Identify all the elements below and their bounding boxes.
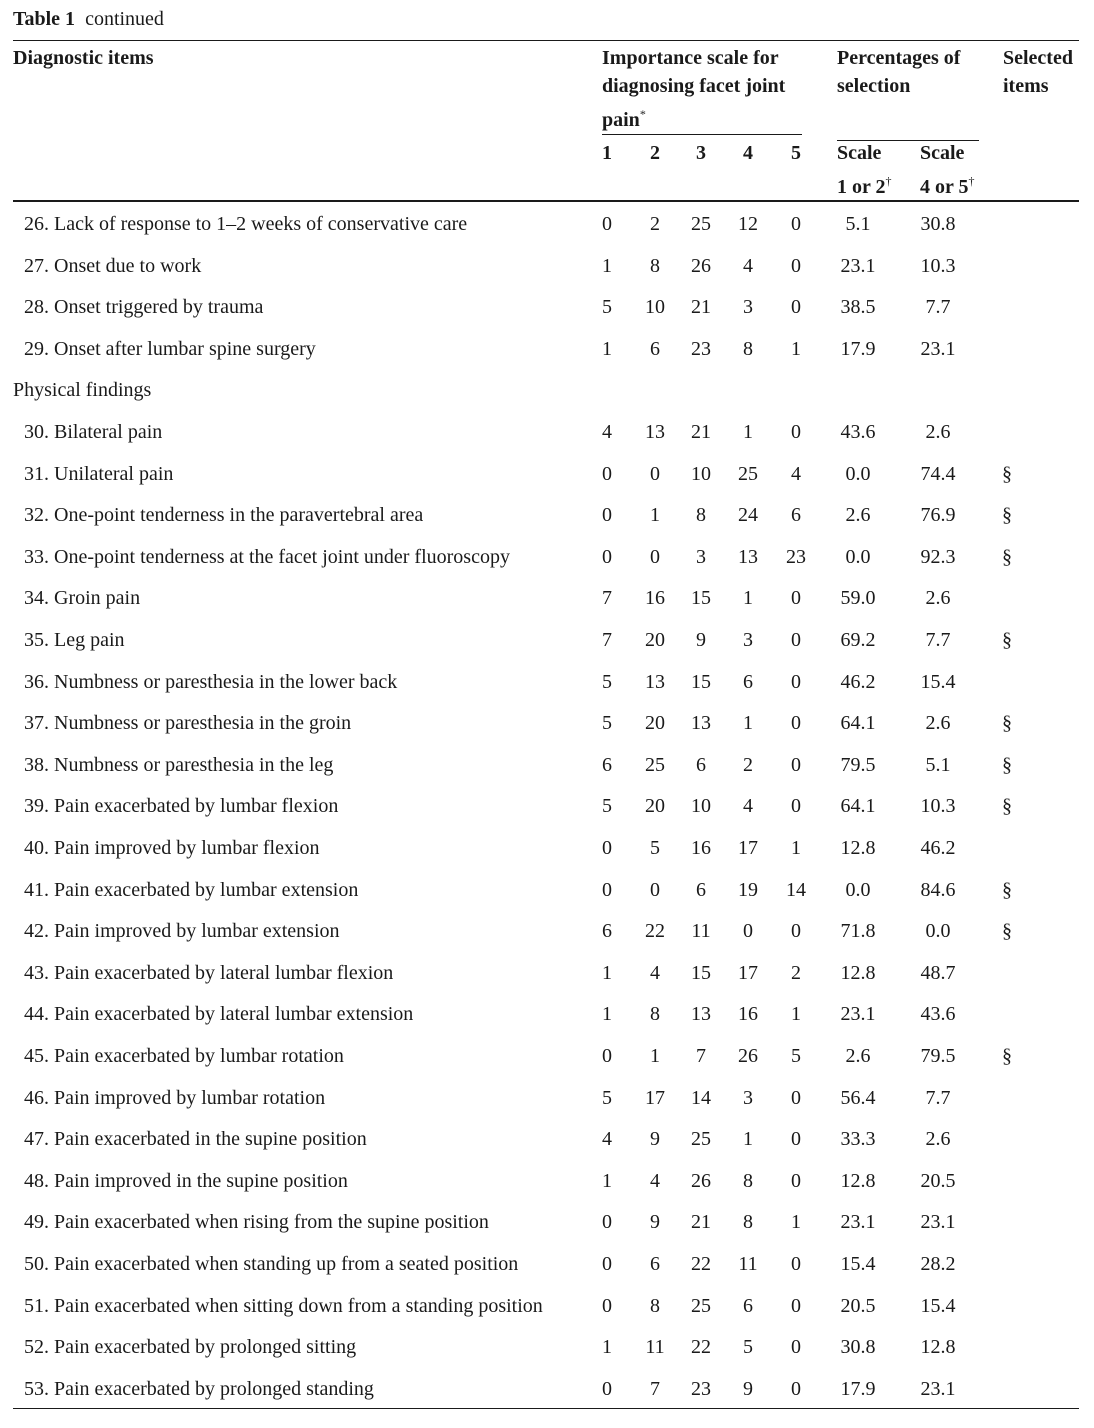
- table-row: [0, 286, 1094, 328]
- percent-scale-1-or-2: 79.5: [840, 753, 876, 776]
- scale-3-count: 25: [691, 1128, 711, 1151]
- scale-5-count: 0: [791, 1128, 801, 1151]
- table-row: [0, 1285, 1094, 1327]
- scale-3-count: 9: [696, 629, 706, 651]
- scale-4-count: 9: [743, 1377, 753, 1400]
- scale-2-count: 22: [645, 920, 665, 943]
- header-scale45-line2: 4 or 5: [920, 176, 969, 198]
- scale-3-count: 21: [691, 1211, 711, 1234]
- header-scale12-dagger: †: [885, 174, 892, 188]
- scale-1-count: 0: [602, 1045, 612, 1067]
- diagnostic-item: 26. Lack of response to 1–2 weeks of conservative care: [24, 213, 468, 235]
- scale-4-count: 26: [738, 1045, 758, 1067]
- diagnostic-item: 27. Onset due to work: [24, 254, 202, 277]
- scale-1-count: 0: [602, 213, 612, 235]
- diagnostic-item: 51. Pain exacerbated when sitting down from a standing position: [24, 1294, 543, 1317]
- diagnostic-item: 48. Pain improved in the supine position: [24, 1169, 348, 1192]
- diagnostic-item: 41. Pain exacerbated by lumbar extension: [24, 878, 359, 901]
- section-heading: Physical findings: [13, 379, 152, 402]
- scale-5-count: 0: [791, 421, 801, 443]
- scale-5-count: 1: [791, 1211, 801, 1234]
- table-row: [0, 869, 1094, 911]
- diagnostic-item: 31. Unilateral pain: [24, 462, 174, 485]
- percent-scale-1-or-2: 2.6: [845, 1045, 871, 1067]
- diagnostic-item: 32. One-point tenderness in the paravertebral area: [24, 504, 424, 527]
- scale-3-count: 25: [691, 1294, 711, 1317]
- scale-2-count: 5: [650, 837, 660, 859]
- header-selected-line1: Selected: [1003, 47, 1073, 69]
- header-scale45-dagger: †: [968, 174, 975, 188]
- selected-mark: §: [1002, 920, 1012, 943]
- percent-scale-4-or-5: 15.4: [920, 670, 956, 693]
- scale-2-count: 13: [645, 670, 665, 693]
- scale-3-count: 21: [691, 296, 711, 319]
- scale-5-count: 1: [791, 837, 801, 859]
- header-scale45-line1: Scale: [920, 142, 965, 164]
- scale-4-count: 25: [738, 462, 758, 485]
- percent-scale-1-or-2: 23.1: [840, 1003, 876, 1026]
- table-row: [0, 1118, 1094, 1160]
- scale-4-count: 0: [743, 920, 753, 943]
- diagnostic-item: 46. Pain improved by lumbar rotation: [24, 1086, 326, 1109]
- scale-1-count: 0: [602, 1294, 612, 1317]
- scale-1-count: 0: [602, 1211, 612, 1234]
- table-row: [0, 993, 1094, 1035]
- table-row: [0, 661, 1094, 703]
- percent-scale-1-or-2: 64.1: [840, 795, 876, 818]
- percent-scale-4-or-5: 2.6: [925, 587, 951, 610]
- percent-scale-4-or-5: 2.6: [925, 1128, 951, 1151]
- scale-4-count: 8: [743, 1169, 753, 1192]
- header-scale12-line2: 1 or 2: [837, 176, 886, 198]
- scale-5-count: 1: [791, 1003, 801, 1026]
- selected-mark: §: [1002, 753, 1012, 776]
- scale-3-count: 8: [696, 504, 706, 527]
- header-scale45-line2-wrap: [920, 167, 975, 201]
- scale-4-count: 2: [743, 753, 753, 776]
- scale-2-count: 17: [645, 1086, 665, 1109]
- selected-mark: §: [1002, 629, 1012, 651]
- scale-5-count: 0: [791, 1377, 801, 1400]
- scale-5-count: 4: [791, 462, 801, 485]
- percent-scale-4-or-5: 76.9: [920, 504, 956, 527]
- percent-scale-1-or-2: 17.9: [840, 337, 876, 360]
- header-scale12-line1: Scale: [837, 142, 882, 164]
- scale-number-5: 5: [791, 142, 801, 164]
- scale-3-count: 26: [691, 254, 711, 277]
- percent-scale-4-or-5: 23.1: [920, 1377, 956, 1400]
- scale-5-count: 0: [791, 753, 801, 776]
- scale-3-count: 23: [691, 337, 711, 360]
- scale-5-count: 14: [786, 878, 806, 901]
- scale-3-count: 26: [691, 1169, 711, 1192]
- scale-5-count: 0: [791, 1294, 801, 1317]
- scale-4-count: 6: [743, 1294, 753, 1317]
- scale-1-count: 0: [602, 878, 612, 901]
- percent-scale-1-or-2: 38.5: [840, 296, 876, 319]
- scale-5-count: 6: [791, 504, 801, 527]
- scale-1-count: 1: [602, 337, 612, 360]
- scale-3-count: 22: [691, 1253, 711, 1275]
- scale-2-count: 9: [650, 1128, 660, 1151]
- scale-5-count: 1: [791, 337, 801, 360]
- scale-1-count: 6: [602, 920, 612, 943]
- scale-2-count: 10: [645, 296, 665, 319]
- scale-3-count: 6: [696, 753, 706, 776]
- scale-2-count: 4: [650, 961, 660, 984]
- scale-3-count: 11: [691, 920, 711, 943]
- diagnostic-item: 40. Pain improved by lumbar flexion: [24, 837, 320, 859]
- percent-scale-1-or-2: 12.8: [840, 1169, 876, 1192]
- scale-4-count: 8: [743, 337, 753, 360]
- selected-mark: §: [1002, 878, 1012, 901]
- diagnostic-item: 44. Pain exacerbated by lateral lumbar extension: [24, 1003, 414, 1026]
- selected-mark: §: [1002, 1045, 1012, 1067]
- percent-scale-4-or-5: 20.5: [920, 1169, 956, 1192]
- scale-5-count: 0: [791, 920, 801, 943]
- percent-scale-1-or-2: 64.1: [840, 712, 876, 735]
- scale-4-count: 6: [743, 670, 753, 693]
- table-row: [0, 785, 1094, 827]
- diagnostic-item: 49. Pain exacerbated when rising from the supine position: [24, 1211, 489, 1234]
- scale-5-count: 0: [791, 1169, 801, 1192]
- table-row: [0, 1035, 1094, 1077]
- table-row: [0, 411, 1094, 453]
- scale-2-count: 0: [650, 878, 660, 901]
- percent-scale-1-or-2: 12.8: [840, 837, 876, 859]
- scale-3-count: 6: [696, 878, 706, 901]
- header-selected-line2: items: [1003, 75, 1049, 97]
- percent-scale-1-or-2: 15.4: [840, 1253, 876, 1275]
- scale-1-count: 4: [602, 421, 612, 443]
- diagnostic-item: 39. Pain exacerbated by lumbar flexion: [24, 795, 339, 818]
- percent-scale-1-or-2: 12.8: [840, 961, 876, 984]
- scale-5-count: 0: [791, 1253, 801, 1275]
- scale-4-count: 1: [743, 1128, 753, 1151]
- scale-1-count: 1: [602, 254, 612, 277]
- scale-1-count: 0: [602, 1253, 612, 1275]
- percent-scale-4-or-5: 0.0: [925, 920, 951, 943]
- importance-subheader-rule: [602, 134, 802, 135]
- selected-mark: §: [1002, 795, 1012, 818]
- header-scale-1-or-2: [837, 139, 892, 201]
- table-row: [0, 453, 1094, 495]
- percent-scale-1-or-2: 23.1: [840, 254, 876, 277]
- diagnostic-item: 45. Pain exacerbated by lumbar rotation: [24, 1045, 344, 1067]
- table-row: [0, 1368, 1094, 1410]
- scale-2-count: 9: [650, 1211, 660, 1234]
- selected-mark: §: [1002, 504, 1012, 527]
- scale-5-count: 0: [791, 254, 801, 277]
- diagnostic-item: 35. Leg pain: [24, 629, 125, 651]
- percent-scale-4-or-5: 92.3: [920, 545, 956, 568]
- scale-2-count: 6: [650, 1253, 660, 1275]
- scale-3-count: 7: [696, 1045, 706, 1067]
- scale-4-count: 1: [743, 712, 753, 735]
- scale-2-count: 8: [650, 1294, 660, 1317]
- header-importance-line3-text: pain: [602, 109, 640, 131]
- percent-scale-1-or-2: 30.8: [840, 1336, 876, 1359]
- scale-5-count: 0: [791, 795, 801, 818]
- diagnostic-item: 29. Onset after lumbar spine surgery: [24, 337, 316, 360]
- percent-scale-1-or-2: 71.8: [840, 920, 876, 943]
- selected-mark: §: [1002, 712, 1012, 735]
- diagnostic-item: 37. Numbness or paresthesia in the groin: [24, 712, 352, 735]
- scale-2-count: 16: [645, 587, 665, 610]
- scale-1-count: 4: [602, 1128, 612, 1151]
- percent-scale-4-or-5: 2.6: [925, 712, 951, 735]
- header-importance-line1: Importance scale for: [602, 47, 779, 69]
- scale-3-count: 15: [691, 961, 711, 984]
- table-row: [0, 494, 1094, 536]
- scale-2-count: 7: [650, 1377, 660, 1400]
- header-diagnostic-items: Diagnostic items: [13, 47, 154, 69]
- scale-1-count: 5: [602, 795, 612, 818]
- table-row: [0, 1243, 1094, 1285]
- percent-scale-4-or-5: 7.7: [925, 296, 951, 319]
- table-row: [0, 702, 1094, 744]
- selected-mark: §: [1002, 545, 1012, 568]
- percent-scale-4-or-5: 28.2: [920, 1253, 956, 1275]
- scale-5-count: 0: [791, 213, 801, 235]
- scale-2-count: 4: [650, 1169, 660, 1192]
- header-bottom-rule: [13, 200, 1079, 202]
- scale-2-count: 1: [650, 504, 660, 527]
- percent-scale-4-or-5: 48.7: [920, 961, 956, 984]
- scale-4-count: 1: [743, 421, 753, 443]
- percent-scale-4-or-5: 5.1: [925, 753, 951, 776]
- table-row: [0, 1326, 1094, 1368]
- percent-scale-1-or-2: 0.0: [845, 545, 871, 568]
- table-row: [0, 536, 1094, 578]
- table-row: [0, 203, 1094, 245]
- percent-scale-4-or-5: 84.6: [920, 878, 956, 901]
- scale-4-count: 13: [738, 545, 758, 568]
- diagnostic-item: 42. Pain improved by lumbar extension: [24, 920, 340, 943]
- scale-4-count: 24: [738, 504, 758, 527]
- scale-2-count: 20: [645, 629, 665, 651]
- diagnostic-item: 28. Onset triggered by trauma: [24, 296, 264, 319]
- scale-1-count: 6: [602, 753, 612, 776]
- header-percentages-line2: selection: [837, 75, 911, 97]
- table-row: [0, 328, 1094, 370]
- percent-scale-4-or-5: 46.2: [920, 837, 956, 859]
- percent-scale-1-or-2: 5.1: [845, 213, 871, 235]
- percent-scale-4-or-5: 74.4: [920, 462, 956, 485]
- scale-4-count: 1: [743, 587, 753, 610]
- scale-4-count: 17: [738, 961, 758, 984]
- percent-scale-4-or-5: 2.6: [925, 421, 951, 443]
- scale-3-count: 21: [691, 421, 711, 443]
- percent-scale-1-or-2: 2.6: [845, 504, 871, 527]
- percent-scale-1-or-2: 56.4: [840, 1086, 876, 1109]
- scale-number-2: 2: [650, 142, 660, 164]
- section-heading-row: [0, 369, 1094, 411]
- diagnostic-item: 47. Pain exacerbated in the supine position: [24, 1128, 367, 1151]
- percent-scale-4-or-5: 7.7: [925, 629, 951, 651]
- scale-3-count: 10: [691, 795, 711, 818]
- scale-3-count: 23: [691, 1377, 711, 1400]
- scale-4-count: 3: [743, 296, 753, 319]
- scale-5-count: 0: [791, 670, 801, 693]
- diagnostic-item: 43. Pain exacerbated by lateral lumbar flexion: [24, 961, 394, 984]
- scale-1-count: 7: [602, 587, 612, 610]
- scale-2-count: 6: [650, 337, 660, 360]
- scale-5-count: 0: [791, 629, 801, 651]
- header-importance-line3: [602, 100, 646, 134]
- diagnostic-item: 52. Pain exacerbated by prolonged sitting: [24, 1336, 357, 1359]
- header-percentages-line1: Percentages of: [837, 47, 961, 69]
- scale-2-count: 11: [645, 1336, 665, 1359]
- scale-5-count: 0: [791, 1336, 801, 1359]
- scale-4-count: 19: [738, 878, 758, 901]
- top-rule: [13, 40, 1079, 41]
- percent-scale-1-or-2: 46.2: [840, 670, 876, 693]
- percent-scale-1-or-2: 33.3: [840, 1128, 876, 1151]
- percent-scale-1-or-2: 23.1: [840, 1211, 876, 1234]
- scale-3-count: 10: [691, 462, 711, 485]
- scale-4-count: 16: [738, 1003, 758, 1026]
- table-row: [0, 619, 1094, 661]
- scale-2-count: 2: [650, 213, 660, 235]
- scale-5-count: 0: [791, 1086, 801, 1109]
- scale-5-count: 2: [791, 961, 801, 984]
- scale-4-count: 12: [738, 213, 758, 235]
- scale-1-count: 7: [602, 629, 612, 651]
- scale-2-count: 0: [650, 545, 660, 568]
- scale-4-count: 8: [743, 1211, 753, 1234]
- scale-3-count: 13: [691, 712, 711, 735]
- table-row: [0, 245, 1094, 287]
- table-label: Table 1: [13, 8, 76, 30]
- percent-scale-4-or-5: 23.1: [920, 337, 956, 360]
- scale-4-count: 11: [738, 1253, 758, 1275]
- scale-5-count: 0: [791, 587, 801, 610]
- scale-number-4: 4: [743, 142, 753, 164]
- percent-scale-1-or-2: 17.9: [840, 1377, 876, 1400]
- scale-1-count: 0: [602, 504, 612, 527]
- scale-3-count: 16: [691, 837, 711, 859]
- scale-2-count: 20: [645, 795, 665, 818]
- percent-scale-4-or-5: 12.8: [920, 1336, 956, 1359]
- table-row: [0, 577, 1094, 619]
- table-caption: [13, 6, 164, 32]
- bottom-rule: [13, 1408, 1079, 1409]
- scale-4-count: 3: [743, 1086, 753, 1109]
- scale-1-count: 0: [602, 837, 612, 859]
- scale-4-count: 3: [743, 629, 753, 651]
- scale-4-count: 4: [743, 795, 753, 818]
- percent-scale-1-or-2: 43.6: [840, 421, 876, 443]
- diagnostic-item: 30. Bilateral pain: [24, 421, 163, 443]
- table-row: [0, 1201, 1094, 1243]
- scale-3-count: 22: [691, 1336, 711, 1359]
- scale-1-count: 5: [602, 712, 612, 735]
- scale-4-count: 17: [738, 837, 758, 859]
- scale-number-3: 3: [696, 142, 706, 164]
- scale-1-count: 1: [602, 961, 612, 984]
- scale-1-count: 5: [602, 296, 612, 319]
- table-row: [0, 1077, 1094, 1119]
- scale-1-count: 1: [602, 1169, 612, 1192]
- scale-1-count: 5: [602, 1086, 612, 1109]
- percent-scale-1-or-2: 0.0: [845, 878, 871, 901]
- scale-4-count: 4: [743, 254, 753, 277]
- percent-scale-4-or-5: 23.1: [920, 1211, 956, 1234]
- scale-5-count: 0: [791, 296, 801, 319]
- header-scale-4-or-5: [920, 139, 975, 201]
- scale-2-count: 20: [645, 712, 665, 735]
- percent-scale-1-or-2: 69.2: [840, 629, 876, 651]
- scale-5-count: 23: [786, 545, 806, 568]
- table-continued-note: continued: [85, 8, 164, 30]
- scale-3-count: 14: [691, 1086, 711, 1109]
- scale-2-count: 8: [650, 1003, 660, 1026]
- scale-2-count: 25: [645, 753, 665, 776]
- scale-2-count: 1: [650, 1045, 660, 1067]
- scale-1-count: 1: [602, 1336, 612, 1359]
- percent-scale-1-or-2: 59.0: [840, 587, 876, 610]
- percent-scale-4-or-5: 43.6: [920, 1003, 956, 1026]
- diagnostic-item: 38. Numbness or paresthesia in the leg: [24, 753, 334, 776]
- header-importance-line2: diagnosing facet joint: [602, 75, 786, 97]
- percent-scale-4-or-5: 10.3: [920, 254, 956, 277]
- diagnostic-item: 53. Pain exacerbated by prolonged standing: [24, 1377, 374, 1400]
- table-row: [0, 910, 1094, 952]
- diagnostic-item: 33. One-point tenderness at the facet joint under fluoroscopy: [24, 545, 510, 568]
- scale-3-count: 3: [696, 545, 706, 568]
- scale-4-count: 5: [743, 1336, 753, 1359]
- percent-scale-1-or-2: 0.0: [845, 462, 871, 485]
- scale-3-count: 15: [691, 587, 711, 610]
- scale-2-count: 13: [645, 421, 665, 443]
- scale-1-count: 5: [602, 670, 612, 693]
- scale-3-count: 25: [691, 213, 711, 235]
- scale-3-count: 13: [691, 1003, 711, 1026]
- scale-2-count: 8: [650, 254, 660, 277]
- scale-2-count: 0: [650, 462, 660, 485]
- percent-scale-4-or-5: 30.8: [920, 213, 956, 235]
- header-importance-footnote-mark: *: [639, 107, 646, 121]
- scale-number-1: 1: [602, 142, 612, 164]
- diagnostic-item: 50. Pain exacerbated when standing up from a seated position: [24, 1253, 519, 1275]
- selected-mark: §: [1002, 462, 1012, 485]
- percent-scale-4-or-5: 7.7: [925, 1086, 951, 1109]
- diagnostic-item: 36. Numbness or paresthesia in the lower back: [24, 670, 398, 693]
- scale-1-count: 0: [602, 462, 612, 485]
- percent-scale-4-or-5: 79.5: [920, 1045, 956, 1067]
- diagnostic-item: 34. Groin pain: [24, 587, 141, 610]
- percent-scale-1-or-2: 20.5: [840, 1294, 876, 1317]
- scale-1-count: 0: [602, 1377, 612, 1400]
- table-row: [0, 1160, 1094, 1202]
- percent-scale-4-or-5: 15.4: [920, 1294, 956, 1317]
- scale-5-count: 5: [791, 1045, 801, 1067]
- percent-scale-4-or-5: 10.3: [920, 795, 956, 818]
- table-row: [0, 952, 1094, 994]
- header-scale12-line2-wrap: [837, 167, 892, 201]
- table-row: [0, 827, 1094, 869]
- scale-3-count: 15: [691, 670, 711, 693]
- scale-1-count: 1: [602, 1003, 612, 1026]
- scale-1-count: 0: [602, 545, 612, 568]
- table-row: [0, 744, 1094, 786]
- scale-5-count: 0: [791, 712, 801, 735]
